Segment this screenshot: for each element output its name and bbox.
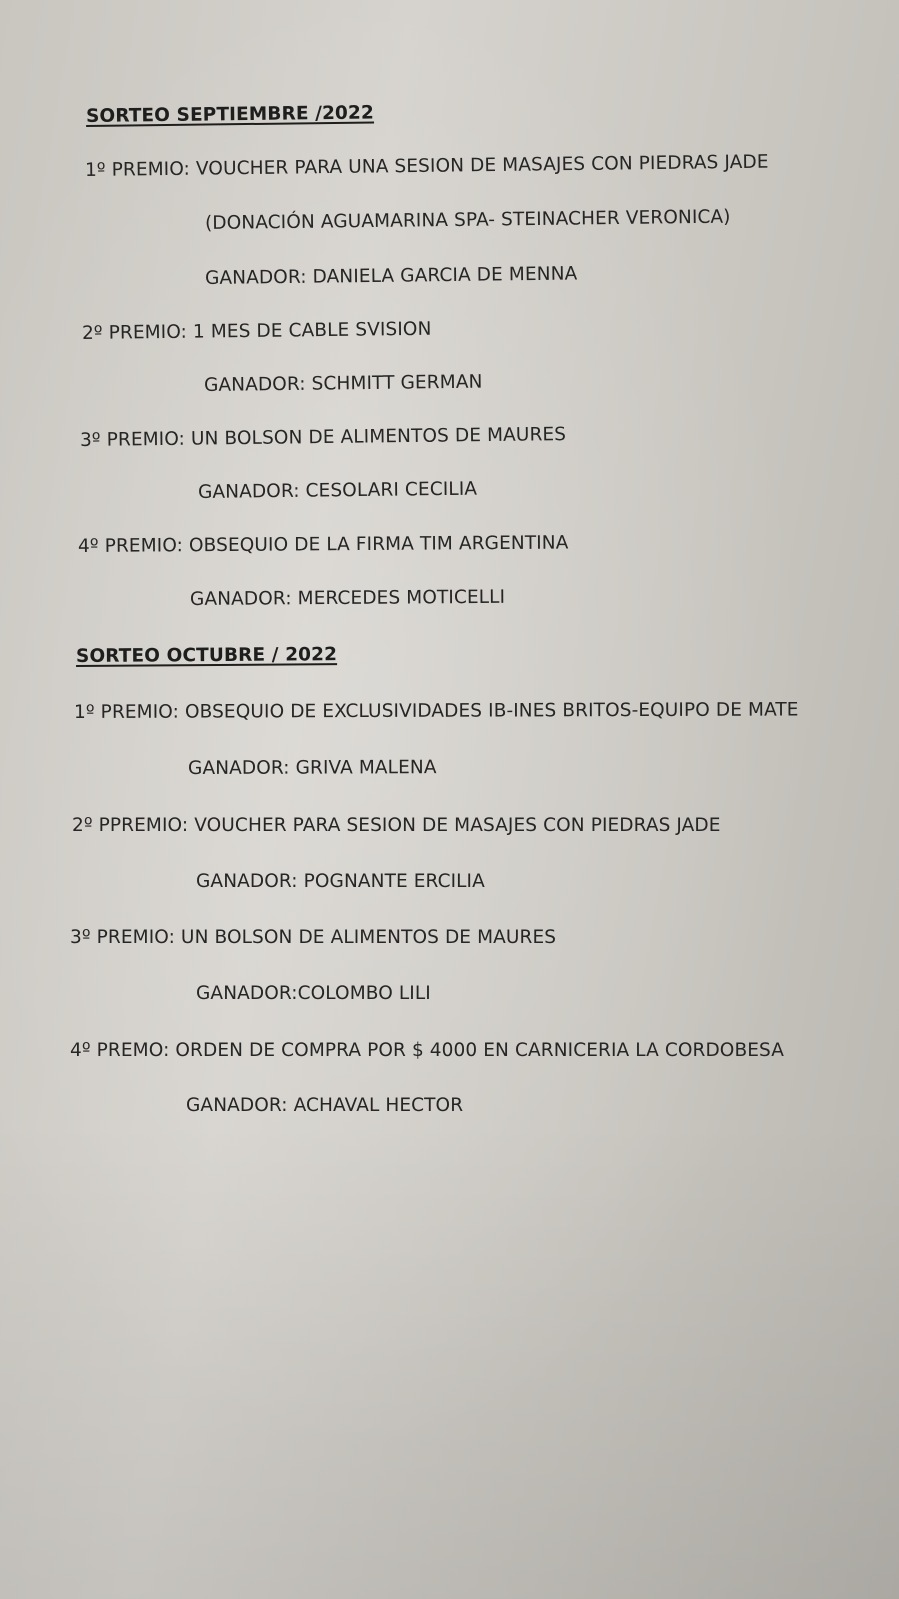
oct-prize-1: 1º PREMIO: OBSEQUIO DE EXCLUSIVIDADES IB-INES BRITOS-EQUIPO DE MATE xyxy=(73,699,799,723)
oct-prize-4: 4º PREMO: ORDEN DE COMPRA POR $ 4000 EN CARNICERIA LA CORDOBESA xyxy=(70,1040,784,1061)
sept-prize-4-winner: GANADOR: MERCEDES MOTICELLI xyxy=(189,586,506,610)
sept-prize-2-winner: GANADOR: SCHMITT GERMAN xyxy=(203,371,483,396)
sept-prize-1-winner: GANADOR: DANIELA GARCIA DE MENNA xyxy=(204,263,578,289)
heading-sorteo-octubre: SORTEO OCTUBRE / 2022 xyxy=(75,644,338,667)
heading-sorteo-septiembre: SORTEO SEPTIEMBRE /2022 xyxy=(85,102,375,127)
sept-prize-2: 2º PREMIO: 1 MES DE CABLE SVISION xyxy=(81,318,432,344)
sept-prize-1: 1º PREMIO: VOUCHER PARA UNA SESION DE MASAJES CON PIEDRAS JADE xyxy=(84,151,769,181)
oct-prize-2-winner: GANADOR: POGNANTE ERCILIA xyxy=(196,871,485,892)
sept-prize-1-donation: (DONACIÓN AGUAMARINA SPA- STEINACHER VERONICA) xyxy=(204,206,731,234)
oct-prize-2: 2º PPREMIO: VOUCHER PARA SESION DE MASAJES CON PIEDRAS JADE xyxy=(72,815,721,836)
oct-prize-1-winner: GANADOR: GRIVA MALENA xyxy=(187,757,437,779)
oct-prize-4-winner: GANADOR: ACHAVAL HECTOR xyxy=(186,1095,464,1116)
oct-prize-3-winner: GANADOR:COLOMBO LILI xyxy=(196,983,431,1004)
sept-prize-3: 3º PREMIO: UN BOLSON DE ALIMENTOS DE MAURES xyxy=(79,424,567,451)
sept-prize-4: 4º PREMIO: OBSEQUIO DE LA FIRMA TIM ARGENTINA xyxy=(77,532,569,557)
sept-prize-3-winner: GANADOR: CESOLARI CECILIA xyxy=(197,478,478,503)
oct-prize-3: 3º PREMIO: UN BOLSON DE ALIMENTOS DE MAURES xyxy=(70,927,557,948)
